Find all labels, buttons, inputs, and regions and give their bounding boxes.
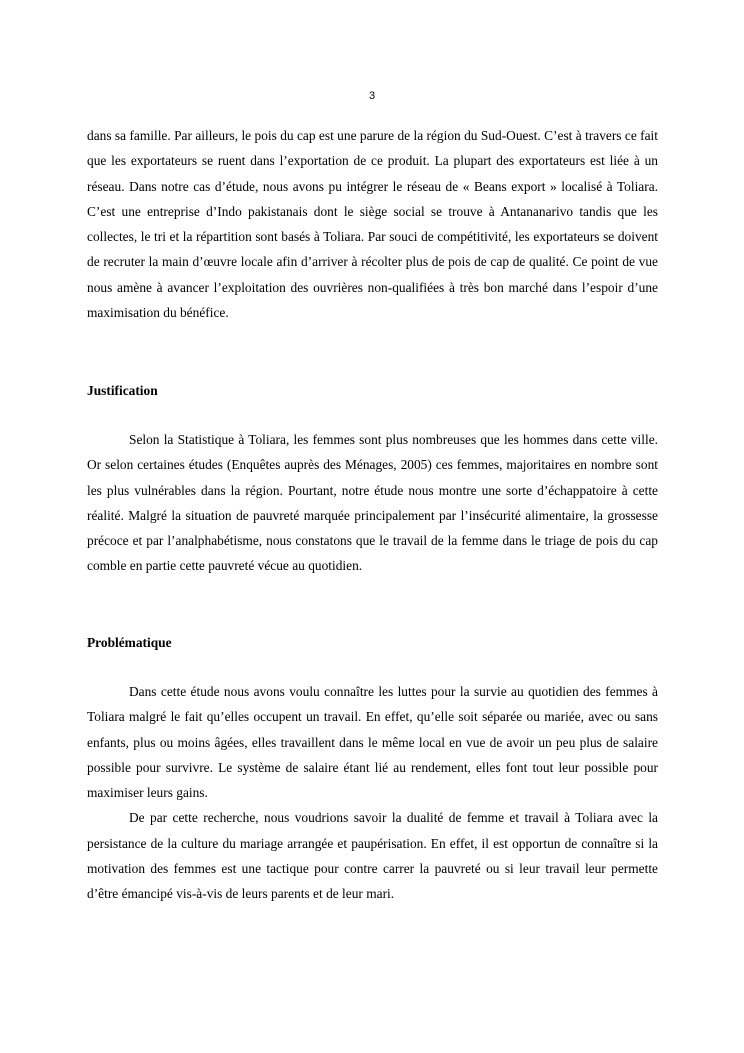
intro-paragraph-block bbox=[87, 123, 658, 325]
justification-paragraph-block bbox=[87, 427, 658, 579]
problematique-paragraph-2: De par cette recherche, nous voudrions savoir la dualité de femme et travail à Toliara avec la persistance de la culture du mariage arrangée et paupérisation. En effet, il est opportun de connaître si la motivation des femmes est une tactique pour contre carrer la pauvreté ou si leur travail leur permette d’être émancipé vis-à-vis de leurs parents et de leur mari. bbox=[87, 810, 658, 902]
section-heading-justification: Justification bbox=[87, 383, 158, 398]
intro-paragraph: dans sa famille. Par ailleurs, le pois du cap est une parure de la région du Sud-Ouest. C’est à travers ce fait que les exportateurs se ruent dans l’exportation de ce produit. La plupart des exportateurs est liée à un réseau. Dans notre cas d’étude, nous avons pu intégrer le réseau de « Beans export » localisé à Toliara. C’est une entreprise d’Indo pakistanais dont le siège social se trouve à Antananarivo tandis que les collectes, le tri et la répartition sont basés à Toliara. Par souci de compétitivité, les exportateurs se doivent de recruter la main d’œuvre locale afin d’arriver à récolter plus de pois de cap de qualité. Ce point de vue nous amène à avancer l’exploitation des ouvrières non-qualifiées à très bon marché dans l’espoir d’une maximisation du bénéfice. bbox=[87, 128, 658, 321]
justification-paragraph: Selon la Statistique à Toliara, les femmes sont plus nombreuses que les hommes dans cette ville. Or selon certaines études (Enquêtes auprès des Ménages, 2005) ces femmes, majoritaires en nombre sont les plus vulnérables dans la région. Pourtant, notre étude nous montre une sorte d’échappatoire à cette réalité. Malgré la situation de pauvreté marquée principalement par l’insécurité alimentaire, la grossesse précoce et par l’analphabétisme, nous constatons que le travail de la femme dans le triage de pois du cap comble en partie cette pauvreté vécue au quotidien. bbox=[87, 432, 658, 574]
problematique-paragraph-1: Dans cette étude nous avons voulu connaître les luttes pour la survie au quotidien des femmes à Toliara malgré le fait qu’elles occupent un travail. En effet, qu’elle soit séparée ou mariée, avec ou sans enfants, plus ou moins âgées, elles travaillent dans le même local en vue de avoir un peu plus de salaire possible pour survivre. Le système de salaire étant lié au rendement, elles font tout leur possible pour maximiser leurs gains. bbox=[87, 684, 658, 801]
page-number: 3 bbox=[368, 90, 376, 102]
problematique-paragraph-block bbox=[87, 679, 658, 907]
section-heading-problematique: Problématique bbox=[87, 635, 172, 650]
